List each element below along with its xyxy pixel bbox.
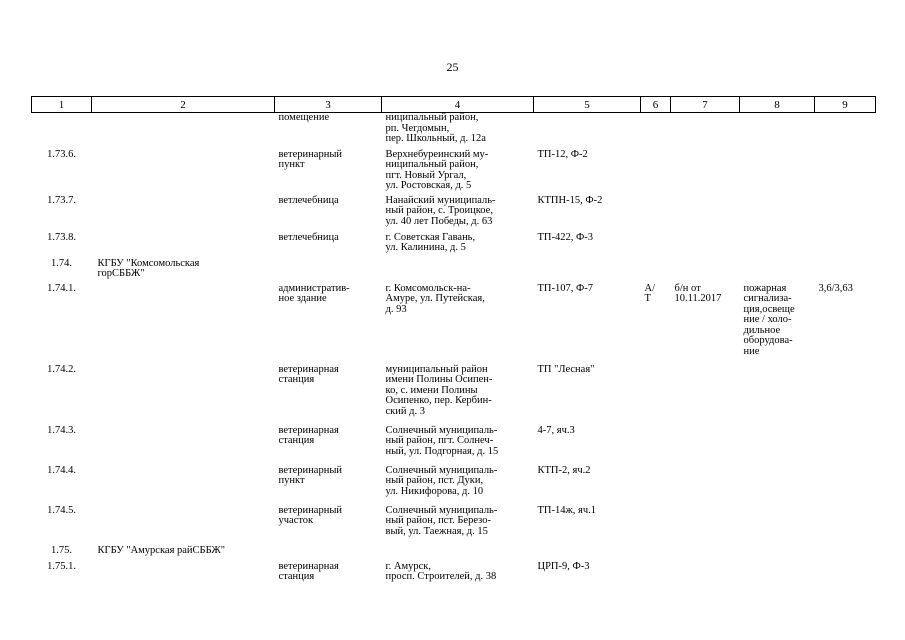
- column-9-cell: 3,6/3,63: [818, 282, 853, 294]
- column-number: 4: [382, 97, 534, 113]
- column-6-cell: [641, 233, 671, 259]
- substation-cell: 4-7, яч.3: [537, 424, 575, 436]
- column-8-cell: [740, 233, 815, 259]
- column-6-cell: [641, 196, 671, 233]
- organization-cell: [92, 196, 275, 233]
- column-7-cell: [671, 562, 740, 592]
- column-7-cell: [671, 259, 740, 284]
- column-8-cell: [740, 546, 815, 562]
- column-9-cell: [815, 365, 876, 426]
- column-6-cell: А/ Т: [644, 282, 655, 304]
- column-7-cell: [671, 233, 740, 259]
- substation-cell: ТП-12, Ф-2: [537, 148, 588, 160]
- row-number-cell: 1.75.1.: [47, 560, 76, 572]
- row-number-cell: 1.74.1.: [47, 282, 76, 294]
- table-row: [32, 113, 876, 150]
- table-row: [32, 506, 876, 546]
- table-header: [32, 97, 876, 113]
- column-number: 3: [275, 97, 382, 113]
- address-cell: Нанайский муниципаль- ный район, с. Троицкое, ул. 40 лет Победы, д. 63: [385, 194, 496, 227]
- substation-cell: ТП-107, Ф-7: [537, 282, 594, 294]
- object-type-cell: ветеринарная станция: [278, 363, 339, 385]
- table-row: [32, 196, 876, 233]
- address-cell: г. Советская Гавань, ул. Калинина, д. 5: [385, 231, 476, 253]
- table-row: [32, 426, 876, 466]
- column-number: 6: [641, 97, 671, 113]
- column-9-cell: [815, 196, 876, 233]
- object-type-cell: [275, 259, 382, 284]
- column-7-cell: [671, 365, 740, 426]
- address-cell: Верхнебуреинский му- ниципальный район, пгт. Новый Ургал, ул. Ростовская, д. 5: [385, 148, 489, 191]
- organization-cell: [92, 426, 275, 466]
- column-number: 1: [32, 97, 92, 113]
- column-6-cell: [641, 562, 671, 592]
- column-6-cell: [641, 466, 671, 506]
- address-cell: ниципальный район, рп. Чегдомын, пер. Школьный, д. 12а: [385, 112, 486, 144]
- substation-cell: [534, 259, 641, 284]
- column-7-cell: [671, 196, 740, 233]
- row-number-cell: 1.74.5.: [47, 504, 76, 516]
- object-type-cell: ветеринарный пункт: [278, 464, 342, 486]
- column-8-cell: [740, 365, 815, 426]
- substation-cell: ТП-422, Ф-3: [537, 231, 594, 243]
- column-8-cell: [740, 506, 815, 546]
- column-8-cell: пожарная сигнализа- ция,освеще ние / холо- дильное оборудова- ние: [743, 282, 795, 357]
- object-type-cell: ветлечебница: [278, 231, 339, 243]
- column-number: 7: [671, 97, 740, 113]
- table-row: [32, 562, 876, 592]
- column-6-cell: [641, 150, 671, 196]
- address-cell: Солнечный муниципаль- ный район, пст. Дуки, ул. Никифорова, д. 10: [385, 464, 498, 497]
- column-7-cell: [671, 426, 740, 466]
- address-cell: муниципальный район имени Полины Осипен- ко, с. имени Полины Осипенко, пер. Кербин- ский д. 3: [385, 363, 493, 417]
- substation-cell: ТП "Лесная": [537, 363, 595, 375]
- column-number: 2: [92, 97, 275, 113]
- column-9-cell: [815, 562, 876, 592]
- column-7-cell: [671, 506, 740, 546]
- column-number: 5: [534, 97, 641, 113]
- organization-cell: [92, 284, 275, 365]
- column-9-cell: [815, 259, 876, 284]
- column-9-cell: [815, 426, 876, 466]
- column-9-cell: [815, 233, 876, 259]
- page-number: 25: [446, 60, 459, 74]
- organization-cell: [92, 562, 275, 592]
- address-cell: [382, 259, 534, 284]
- address-cell: [382, 546, 534, 562]
- column-7-cell: б/н от 10.11.2017: [674, 282, 722, 304]
- column-8-cell: [740, 196, 815, 233]
- organization-cell: КГБУ "Комсомольская горСББЖ": [97, 257, 200, 279]
- column-6-cell: [641, 365, 671, 426]
- object-type-cell: ветеринарный участок: [278, 504, 342, 526]
- row-number-cell: 1.73.7.: [47, 194, 76, 206]
- address-cell: Солнечный муниципаль- ный район, пгт. Солнеч- ный, ул. Подгорная, д. 15: [385, 424, 499, 457]
- address-cell: г. Комсомольск-на- Амуре, ул. Путейская, д. 93: [385, 282, 485, 315]
- organization-cell: [92, 150, 275, 196]
- substation-cell: [534, 113, 641, 150]
- column-8-cell: [740, 562, 815, 592]
- table-row: [32, 546, 876, 562]
- table-row: [32, 150, 876, 196]
- object-type-cell: помещение: [278, 112, 330, 123]
- substation-cell: КТП-2, яч.2: [537, 464, 591, 476]
- row-number-cell: 1.73.8.: [47, 231, 76, 243]
- organization-cell: [92, 113, 275, 150]
- substation-cell: ТП-14ж, яч.1: [537, 504, 596, 516]
- column-8-cell: [740, 113, 815, 150]
- column-8-cell: [740, 466, 815, 506]
- row-number-cell: 1.74.3.: [47, 424, 76, 436]
- organization-cell: КГБУ "Амурская райСББЖ": [97, 544, 226, 556]
- column-8-cell: [740, 426, 815, 466]
- object-type-cell: ветлечебница: [278, 194, 339, 206]
- column-number-row: [32, 97, 876, 113]
- table-row: [32, 466, 876, 506]
- column-8-cell: [740, 259, 815, 284]
- table-row: [32, 284, 876, 365]
- table-row: [32, 259, 876, 284]
- column-6-cell: [641, 546, 671, 562]
- data-table: [31, 96, 876, 592]
- column-7-cell: [671, 466, 740, 506]
- column-number: 8: [740, 97, 815, 113]
- column-9-cell: [815, 506, 876, 546]
- row-number-cell: [32, 113, 92, 150]
- column-7-cell: [671, 150, 740, 196]
- organization-cell: [92, 233, 275, 259]
- address-cell: Солнечный муниципаль- ный район, пст. Березо- вый, ул. Таежная, д. 15: [385, 504, 498, 537]
- row-number-cell: 1.74.2.: [47, 363, 76, 375]
- substation-cell: ЦРП-9, Ф-3: [537, 560, 590, 572]
- column-number: 9: [815, 97, 876, 113]
- address-cell: г. Амурск, просп. Строителей, д. 38: [385, 560, 497, 582]
- table-body: [32, 113, 876, 592]
- column-8-cell: [740, 150, 815, 196]
- object-type-cell: ветеринарная станция: [278, 560, 339, 582]
- column-6-cell: [641, 426, 671, 466]
- object-type-cell: ветеринарная станция: [278, 424, 339, 446]
- row-number-cell: 1.74.4.: [47, 464, 76, 476]
- column-6-cell: [641, 259, 671, 284]
- organization-cell: [92, 365, 275, 426]
- column-9-cell: [815, 466, 876, 506]
- object-type-cell: ветеринарный пункт: [278, 148, 342, 170]
- substation-cell: КТПН-15, Ф-2: [537, 194, 603, 206]
- object-type-cell: [275, 546, 382, 562]
- organization-cell: [92, 466, 275, 506]
- column-9-cell: [815, 546, 876, 562]
- row-number-cell: 1.75.: [51, 544, 72, 556]
- substation-cell: [534, 546, 641, 562]
- table-row: [32, 233, 876, 259]
- column-7-cell: [671, 546, 740, 562]
- column-6-cell: [641, 113, 671, 150]
- row-number-cell: 1.73.6.: [47, 148, 76, 160]
- column-9-cell: [815, 113, 876, 150]
- column-6-cell: [641, 506, 671, 546]
- table-row: [32, 365, 876, 426]
- organization-cell: [92, 506, 275, 546]
- column-9-cell: [815, 150, 876, 196]
- row-number-cell: 1.74.: [51, 257, 72, 269]
- column-7-cell: [671, 113, 740, 150]
- object-type-cell: административ- ное здание: [278, 282, 350, 304]
